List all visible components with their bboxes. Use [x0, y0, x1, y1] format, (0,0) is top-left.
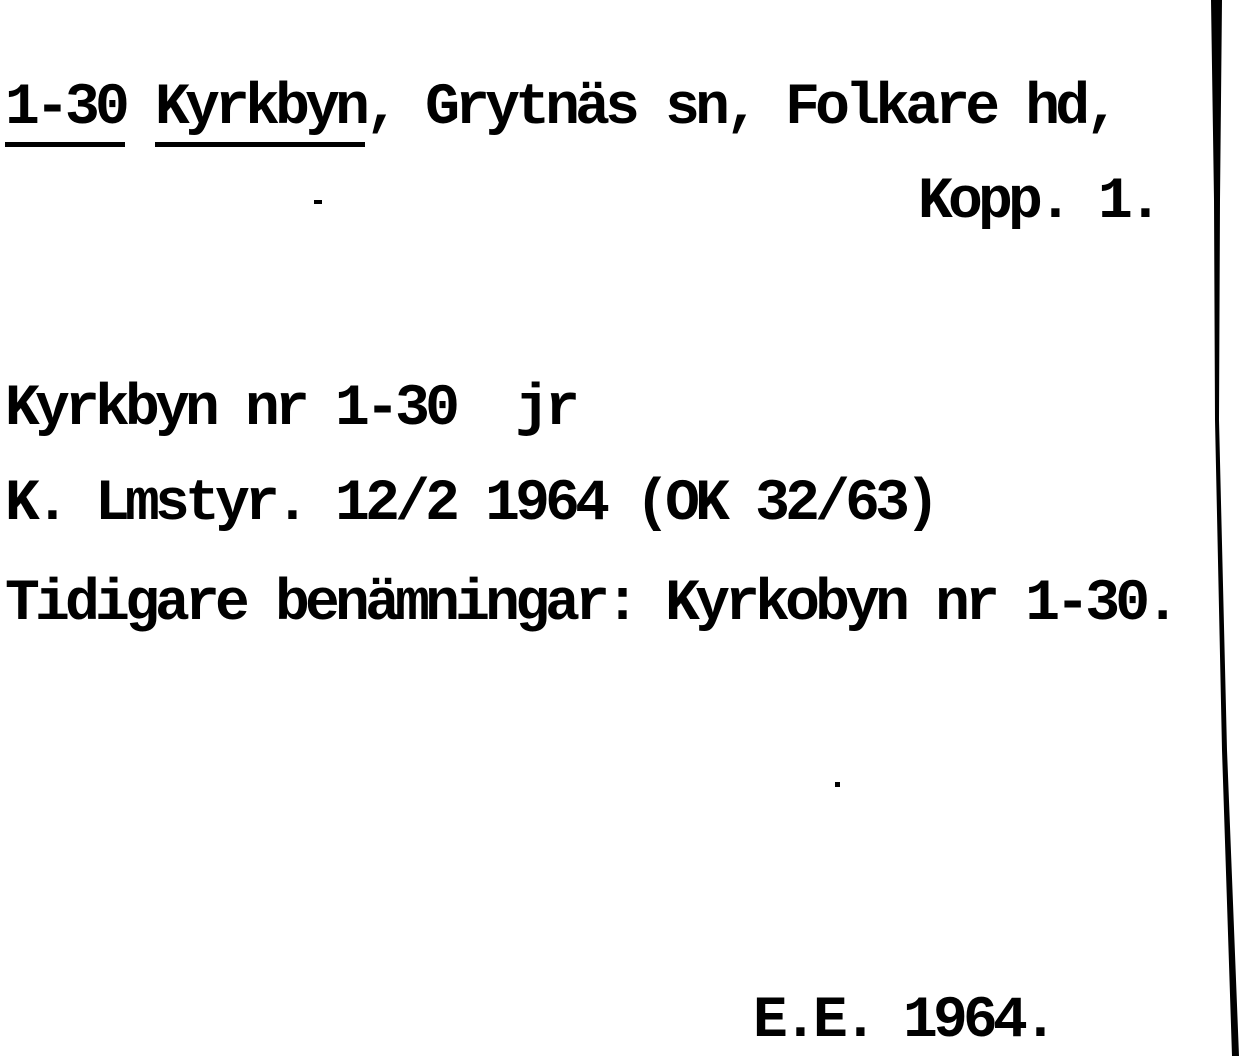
- region-reference: Kopp. 1.: [918, 170, 1159, 235]
- title-line: [5, 76, 1116, 141]
- ink-speck: [835, 782, 840, 787]
- earlier-names-line: Tidigare benämningar: Kyrkobyn nr 1-30.: [5, 572, 1176, 637]
- number-range: 1-30: [5, 76, 125, 147]
- title-rest: , Grytnäs sn, Folkare hd,: [365, 76, 1116, 141]
- title-space: [125, 76, 155, 141]
- place-name: Kyrkbyn: [155, 76, 365, 147]
- ink-speck: [314, 200, 322, 204]
- signature-line: E.E. 1964.: [753, 989, 1054, 1054]
- entry-line: Kyrkbyn nr 1-30 jr: [5, 377, 576, 442]
- decision-line: K. Lmstyr. 12/2 1964 (OK 32/63): [5, 472, 936, 537]
